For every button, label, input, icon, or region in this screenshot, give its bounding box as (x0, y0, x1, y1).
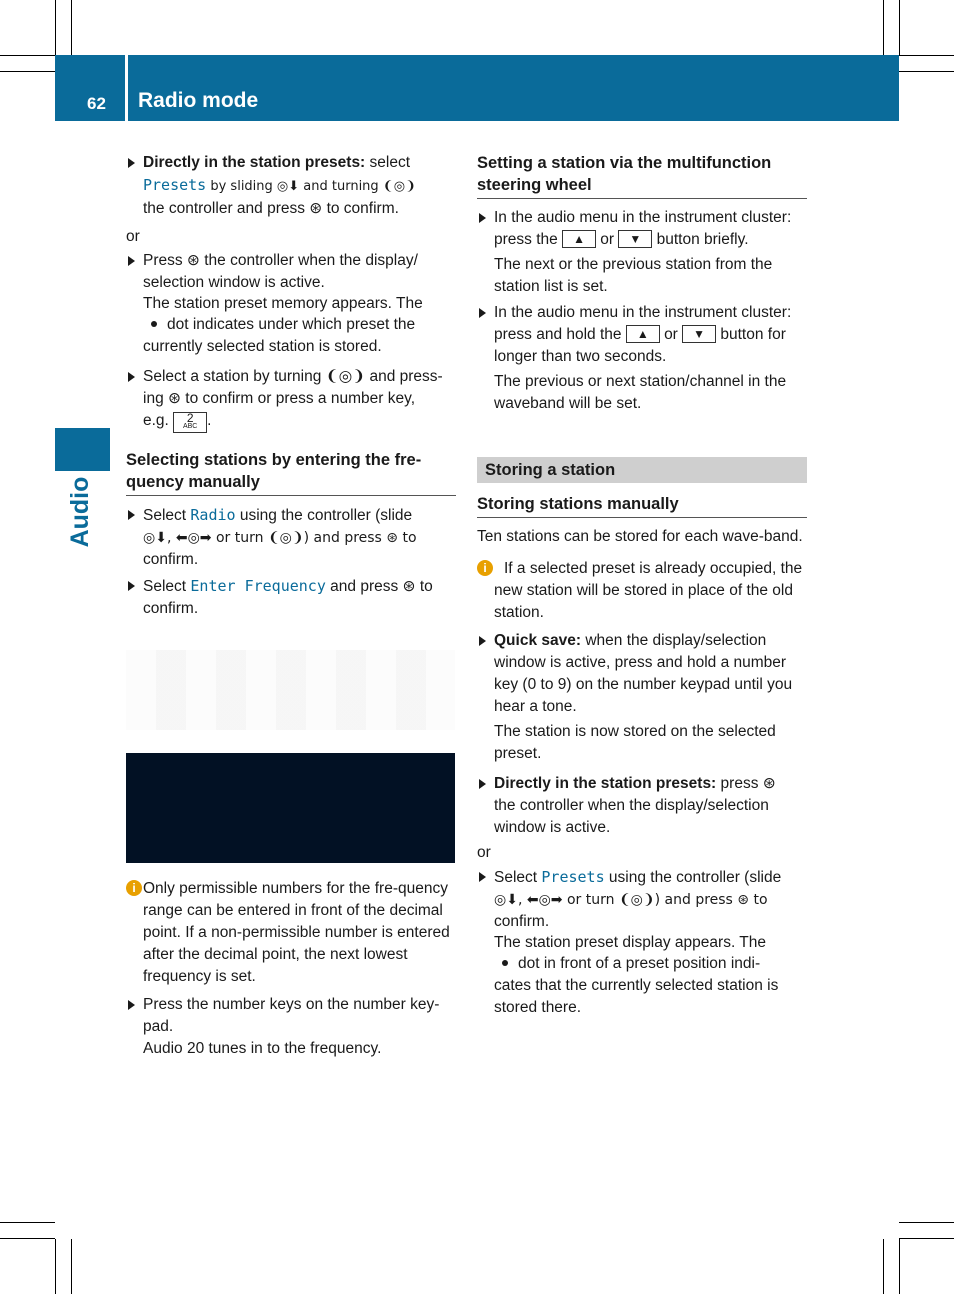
number-key-icon (173, 412, 207, 433)
down-arrow-key-icon: ▼ (682, 325, 716, 343)
page-header (55, 55, 899, 121)
text: In the audio menu in the instrument cluster: (494, 209, 792, 226)
text: using the controller (slide (235, 507, 413, 524)
text: ing ⊛ to confirm or press a number key, (143, 390, 415, 407)
list-item (126, 994, 456, 1060)
text: Press the number keys on the number key- (143, 996, 440, 1013)
list-item (126, 575, 456, 620)
text: Select (143, 507, 191, 524)
right-column (477, 152, 807, 1019)
list-item (477, 773, 807, 839)
crop-mark (883, 0, 884, 55)
crop-mark (71, 0, 72, 55)
text: Select a station by turning ❨◎❩ and press- (143, 368, 443, 385)
text: window is active. (494, 819, 611, 836)
crop-mark (899, 1239, 900, 1294)
page-number: 62 (87, 94, 106, 113)
text: Select (143, 578, 191, 595)
info-text: If a selected preset is already occupied, the new station will be stored in place of the old station. (494, 560, 803, 621)
text: Press ⊛ the controller when the display/ (143, 252, 418, 269)
text: cates that the currently selected station is (494, 977, 779, 994)
text: confirm. (494, 913, 550, 930)
text: press ⊛ (716, 775, 776, 792)
bold-text: Quick save: (494, 632, 582, 649)
list-item (477, 207, 807, 251)
text: press the (494, 231, 558, 248)
crop-mark (0, 1238, 55, 1239)
result-text: The next or the previous station from the station list is set. (494, 256, 773, 295)
text: pad. (143, 1018, 174, 1035)
result-text: The station is now stored on the selected preset. (494, 723, 776, 762)
crop-mark (883, 1239, 884, 1294)
text: selection window is active. (143, 274, 325, 291)
menu-item-presets: Presets (541, 868, 605, 886)
key-label: 2 (186, 411, 194, 425)
result-text: The previous or next station/channel in the waveband will be set. (494, 373, 787, 412)
crop-mark (0, 71, 55, 72)
text: Ten stations can be stored for each wave-band. (477, 528, 803, 545)
display-screenshot (126, 753, 455, 863)
text: dot indicates under which preset the (167, 316, 416, 333)
text: confirm. (143, 551, 199, 568)
faded-image (126, 650, 455, 730)
text: when the display/selection window is active, press and hold a number key (0 to 9) on the number keypad until you hear a tone. (494, 632, 793, 715)
text: button briefly. (656, 231, 749, 248)
text: or (600, 231, 615, 248)
dot-icon (151, 321, 157, 327)
or-text: or (477, 844, 491, 861)
bold-text: Directly in the station presets: (494, 775, 717, 792)
list-item (477, 866, 807, 1019)
crop-mark (55, 1239, 56, 1294)
menu-item-enter-frequency: Enter Frequency (190, 577, 326, 595)
controller-text: ◎⬇, ⬅◎➡ or turn ❨◎❩) and press ⊛ to (143, 530, 417, 546)
text: or (664, 326, 678, 343)
down-arrow-key-icon: ▼ (618, 230, 652, 248)
info-text: Only permissible numbers for the fre-quency range can be entered in front of the decimal point. If a non-permissible number is entered after the decimal point, the next lowest frequency is set. (143, 880, 450, 985)
text: dot in front of a preset position indi- (518, 955, 761, 972)
text: the controller when the display/selection (494, 797, 769, 814)
crop-mark (899, 1222, 954, 1223)
list-item (477, 630, 807, 718)
list-item (126, 250, 456, 358)
key-sublabel: ABC (182, 423, 198, 430)
text: The station preset memory appears. The (143, 295, 423, 312)
text: In the audio menu in the instrument cluster: (494, 304, 792, 321)
info-icon: i (477, 560, 493, 576)
up-arrow-key-icon: ▲ (626, 325, 660, 343)
menu-item-radio: Radio (190, 506, 236, 524)
section-title-bar: Storing a station (477, 457, 807, 483)
info-note (126, 878, 456, 988)
list-item (477, 302, 807, 368)
text: the controller and press ⊛ to confirm. (143, 200, 399, 217)
page-title: Radio mode (138, 89, 259, 112)
crop-mark (71, 1239, 72, 1294)
info-note (477, 558, 807, 624)
crop-mark (899, 55, 954, 56)
crop-mark (0, 55, 55, 56)
text: The station preset display appears. The (494, 934, 766, 951)
side-tab (55, 428, 110, 471)
or-text: or (126, 228, 140, 245)
menu-item-presets: Presets (143, 176, 207, 194)
left-column-lower (126, 878, 456, 1060)
text: stored there. (494, 999, 582, 1016)
crop-mark (55, 0, 56, 55)
text: Select (494, 869, 542, 886)
crop-mark (899, 71, 954, 72)
info-icon: i (126, 880, 142, 896)
crop-mark (0, 1222, 55, 1223)
controller-text: ◎⬇, ⬅◎➡ or turn ❨◎❩) and press ⊛ to (494, 892, 768, 908)
bold-text: Directly in the station presets: (143, 154, 366, 171)
text: using the controller (slide (604, 869, 782, 886)
text: button for (720, 326, 786, 343)
list-item: Select a station by turning ❨◎❩ and press- ing ⊛ to confirm or press a number key, e.g. 2 ABC . (126, 366, 456, 433)
section-heading: Storing stations manually (477, 493, 807, 518)
text: currently selected station is stored. (143, 338, 382, 355)
list-item (126, 504, 456, 571)
text: longer than two seconds. (494, 348, 667, 365)
text: e.g. (143, 412, 169, 429)
text: confirm. (143, 600, 199, 617)
crop-mark (899, 1238, 954, 1239)
up-arrow-key-icon: ▲ (562, 230, 596, 248)
text: press and hold the (494, 326, 622, 343)
side-tab-label: Audio (66, 476, 94, 548)
left-column (126, 152, 456, 620)
section-heading: Selecting stations by entering the fre-quency manually (126, 449, 456, 496)
text: select (365, 154, 411, 171)
crop-mark (899, 0, 900, 55)
header-divider (125, 55, 128, 121)
controller-text: by sliding ◎⬇ and turning ❨◎❩ (206, 179, 416, 194)
text: and press ⊛ to (325, 578, 433, 595)
text: Audio 20 tunes in to the frequency. (143, 1040, 382, 1057)
section-heading: Setting a station via the multifunction steering wheel (477, 152, 807, 199)
list-item (126, 152, 456, 220)
dot-icon (502, 960, 508, 966)
